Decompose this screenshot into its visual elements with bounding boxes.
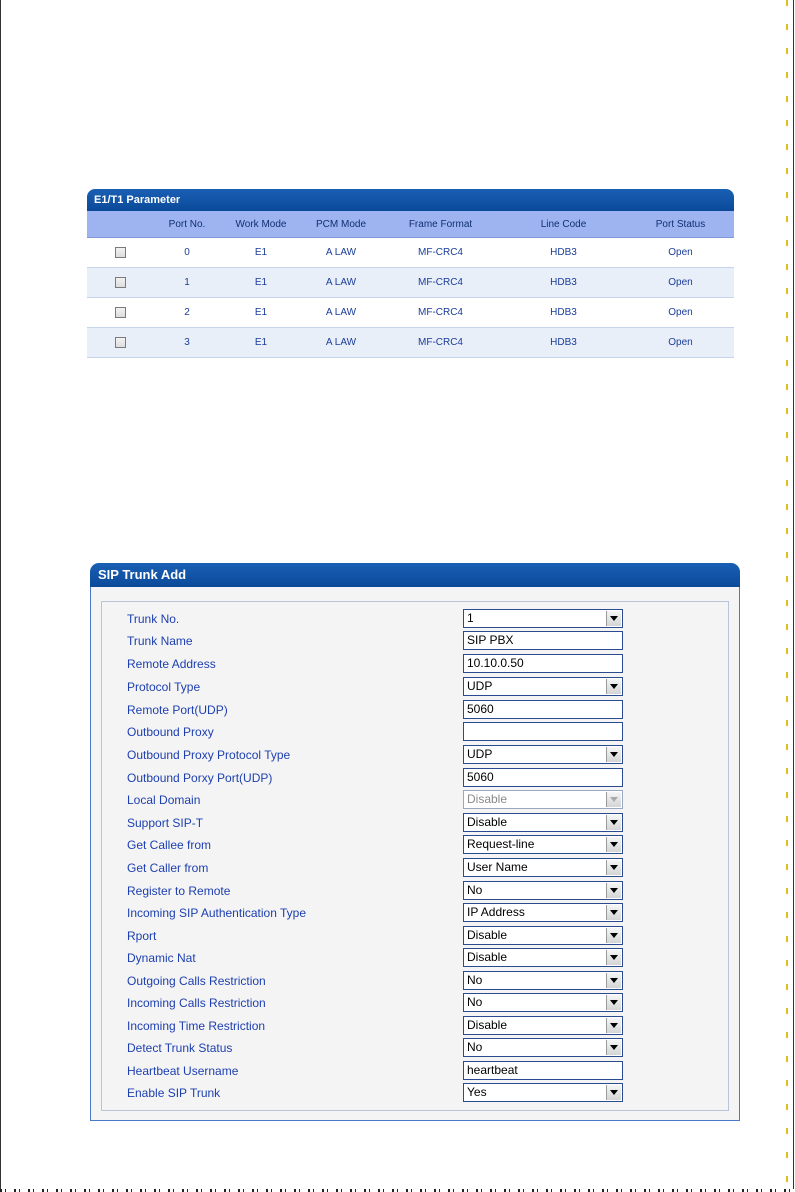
page-edge-marks xyxy=(786,0,788,1192)
incoming-time-restriction-label: Incoming Time Restriction xyxy=(127,1019,266,1033)
e1t1-parameter-panel xyxy=(87,189,734,349)
remote-address-input[interactable] xyxy=(463,654,623,673)
col-header-select xyxy=(87,211,153,238)
outbound-proxy-input[interactable] xyxy=(463,722,623,741)
incoming-calls-restriction-value: No xyxy=(467,995,483,1009)
chevron-down-icon[interactable] xyxy=(606,973,621,988)
frame-format-cell: MF-CRC4 xyxy=(381,328,500,358)
local-domain-label: Local Domain xyxy=(127,793,201,807)
trunk-no-label: Trunk No. xyxy=(127,612,180,626)
trunk-name-value: SIP PBX xyxy=(467,633,514,647)
incoming-sip-authentication-type-label: Incoming SIP Authentication Type xyxy=(127,906,307,920)
outgoing-calls-restriction-select[interactable] xyxy=(463,971,623,990)
outbound-porxy-port-udp-label: Outbound Porxy Port(UDP) xyxy=(127,771,273,785)
e1t1-panel-title: E1/T1 Parameter xyxy=(87,189,734,211)
outbound-proxy-protocol-type-label: Outbound Proxy Protocol Type xyxy=(127,748,291,762)
col-header-port-status: Port Status xyxy=(627,211,734,238)
form-row-outbound-porxy-port-udp xyxy=(102,768,728,788)
trunk-name-input[interactable] xyxy=(463,631,623,650)
protocol-type-value: UDP xyxy=(467,679,493,693)
table-row xyxy=(87,268,734,298)
form-row-get-caller-from xyxy=(102,858,728,878)
incoming-calls-restriction-select[interactable] xyxy=(463,993,623,1012)
chevron-down-icon[interactable] xyxy=(606,995,621,1010)
form-row-remote-port-udp xyxy=(102,700,728,720)
form-row-remote-address xyxy=(102,654,728,674)
table-row xyxy=(87,328,734,358)
enable-sip-trunk-value: Yes xyxy=(467,1085,487,1099)
port-status-cell: Open xyxy=(627,268,734,298)
chevron-down-icon[interactable] xyxy=(606,905,621,920)
chevron-down-icon[interactable] xyxy=(606,1085,621,1100)
support-sip-t-label: Support SIP-T xyxy=(127,816,204,830)
form-row-trunk-name xyxy=(102,631,728,651)
detect-trunk-status-select[interactable] xyxy=(463,1038,623,1057)
work-mode-cell: E1 xyxy=(221,268,301,298)
sip-trunk-add-panel xyxy=(90,563,740,1121)
port-no-cell: 3 xyxy=(153,328,221,358)
outbound-proxy-protocol-type-select[interactable] xyxy=(463,745,623,764)
outbound-porxy-port-udp-value: 5060 xyxy=(467,770,494,784)
incoming-calls-restriction-label: Incoming Calls Restriction xyxy=(127,996,266,1010)
chevron-down-icon[interactable] xyxy=(606,837,621,852)
support-sip-t-select[interactable] xyxy=(463,813,623,832)
chevron-down-icon xyxy=(606,792,621,807)
col-header-pcm-mode: PCM Mode xyxy=(301,211,381,238)
form-row-local-domain xyxy=(102,790,728,810)
remote-address-label: Remote Address xyxy=(127,657,216,671)
line-code-cell: HDB3 xyxy=(500,268,627,298)
form-row-register-to-remote xyxy=(102,881,728,901)
chevron-down-icon[interactable] xyxy=(606,883,621,898)
table-header-row xyxy=(87,211,734,238)
port-status-cell: Open xyxy=(627,238,734,268)
form-row-get-callee-from xyxy=(102,835,728,855)
outbound-porxy-port-udp-input[interactable] xyxy=(463,768,623,787)
support-sip-t-value: Disable xyxy=(467,815,508,829)
port-select-checkbox[interactable] xyxy=(115,337,126,348)
remote-port-udp-label: Remote Port(UDP) xyxy=(127,703,228,717)
protocol-type-label: Protocol Type xyxy=(127,680,201,694)
trunk-no-value: 1 xyxy=(467,611,474,625)
form-row-trunk-no xyxy=(102,609,728,629)
pcm-mode-cell: A LAW xyxy=(301,238,381,268)
e1t1-port-table xyxy=(87,211,734,358)
remote-port-udp-input[interactable] xyxy=(463,700,623,719)
get-caller-from-select[interactable] xyxy=(463,858,623,877)
select-cell xyxy=(87,268,153,298)
line-code-cell: HDB3 xyxy=(500,328,627,358)
local-domain-value: Disable xyxy=(467,792,508,806)
port-status-cell: Open xyxy=(627,328,734,358)
work-mode-cell: E1 xyxy=(221,328,301,358)
page-border-left xyxy=(0,0,1,1192)
form-row-support-sip-t xyxy=(102,813,728,833)
register-to-remote-value: No xyxy=(467,883,483,897)
get-caller-from-label: Get Caller from xyxy=(127,861,209,875)
select-cell xyxy=(87,238,153,268)
select-cell xyxy=(87,298,153,328)
dynamic-nat-select[interactable] xyxy=(463,948,623,967)
port-select-checkbox[interactable] xyxy=(115,247,126,258)
form-row-detect-trunk-status xyxy=(102,1038,728,1058)
port-no-cell: 1 xyxy=(153,268,221,298)
pcm-mode-cell: A LAW xyxy=(301,268,381,298)
port-select-checkbox[interactable] xyxy=(115,307,126,318)
rport-label: Rport xyxy=(127,929,157,943)
outgoing-calls-restriction-value: No xyxy=(467,973,483,987)
chevron-down-icon[interactable] xyxy=(606,1018,621,1033)
form-row-incoming-sip-authentication-type xyxy=(102,903,728,923)
port-select-checkbox[interactable] xyxy=(115,277,126,288)
line-code-cell: HDB3 xyxy=(500,238,627,268)
col-header-frame-format: Frame Format xyxy=(381,211,500,238)
get-callee-from-select[interactable] xyxy=(463,835,623,854)
form-row-dynamic-nat xyxy=(102,948,728,968)
port-no-cell: 2 xyxy=(153,298,221,328)
work-mode-cell: E1 xyxy=(221,238,301,268)
enable-sip-trunk-label: Enable SIP Trunk xyxy=(127,1086,221,1100)
frame-format-cell: MF-CRC4 xyxy=(381,238,500,268)
form-row-enable-sip-trunk xyxy=(102,1083,728,1103)
sip-trunk-form xyxy=(101,601,729,1111)
dynamic-nat-label: Dynamic Nat xyxy=(127,951,196,965)
detect-trunk-status-value: No xyxy=(467,1040,483,1054)
page-border-right xyxy=(793,0,794,1192)
trunk-no-select[interactable] xyxy=(463,609,623,628)
sip-panel-title: SIP Trunk Add xyxy=(90,563,740,587)
table-row xyxy=(87,298,734,328)
chevron-down-icon[interactable] xyxy=(606,747,621,762)
form-row-rport xyxy=(102,926,728,946)
chevron-down-icon[interactable] xyxy=(606,1040,621,1055)
pcm-mode-cell: A LAW xyxy=(301,298,381,328)
form-row-incoming-calls-restriction xyxy=(102,993,728,1013)
form-row-protocol-type xyxy=(102,677,728,697)
incoming-time-restriction-value: Disable xyxy=(467,1018,508,1032)
chevron-down-icon[interactable] xyxy=(606,815,621,830)
frame-format-cell: MF-CRC4 xyxy=(381,268,500,298)
remote-address-value: 10.10.0.50 xyxy=(467,656,524,670)
form-row-heartbeat-username xyxy=(102,1061,728,1081)
pcm-mode-cell: A LAW xyxy=(301,328,381,358)
col-header-port-no: Port No. xyxy=(153,211,221,238)
rport-value: Disable xyxy=(467,928,508,942)
heartbeat-username-value: heartbeat xyxy=(467,1063,518,1077)
chevron-down-icon[interactable] xyxy=(606,611,621,626)
chevron-down-icon[interactable] xyxy=(606,928,621,943)
chevron-down-icon[interactable] xyxy=(606,860,621,875)
get-caller-from-value: User Name xyxy=(467,860,528,874)
form-row-incoming-time-restriction xyxy=(102,1016,728,1036)
incoming-sip-authentication-type-value: IP Address xyxy=(467,905,525,919)
incoming-sip-authentication-type-select[interactable] xyxy=(463,903,623,922)
outgoing-calls-restriction-label: Outgoing Calls Restriction xyxy=(127,974,266,988)
chevron-down-icon[interactable] xyxy=(606,679,621,694)
local-domain-select xyxy=(463,790,623,809)
table-row xyxy=(87,238,734,268)
frame-format-cell: MF-CRC4 xyxy=(381,298,500,328)
col-header-work-mode: Work Mode xyxy=(221,211,301,238)
remote-port-udp-value: 5060 xyxy=(467,702,494,716)
outbound-proxy-protocol-type-value: UDP xyxy=(467,747,493,761)
col-header-line-code: Line Code xyxy=(500,211,627,238)
incoming-time-restriction-select[interactable] xyxy=(463,1016,623,1035)
enable-sip-trunk-select[interactable] xyxy=(463,1083,623,1102)
dynamic-nat-value: Disable xyxy=(467,950,508,964)
port-no-cell: 0 xyxy=(153,238,221,268)
heartbeat-username-input[interactable] xyxy=(463,1061,623,1080)
work-mode-cell: E1 xyxy=(221,298,301,328)
protocol-type-select[interactable] xyxy=(463,677,623,696)
register-to-remote-select[interactable] xyxy=(463,881,623,900)
rport-select[interactable] xyxy=(463,926,623,945)
port-status-cell: Open xyxy=(627,298,734,328)
form-row-outbound-proxy xyxy=(102,722,728,742)
form-row-outbound-proxy-protocol-type xyxy=(102,745,728,765)
trunk-name-label: Trunk Name xyxy=(127,634,193,648)
get-callee-from-label: Get Callee from xyxy=(127,838,212,852)
outbound-proxy-label: Outbound Proxy xyxy=(127,725,214,739)
heartbeat-username-label: Heartbeat Username xyxy=(127,1064,239,1078)
select-cell xyxy=(87,328,153,358)
chevron-down-icon[interactable] xyxy=(606,950,621,965)
get-callee-from-value: Request-line xyxy=(467,837,535,851)
register-to-remote-label: Register to Remote xyxy=(127,884,231,898)
detect-trunk-status-label: Detect Trunk Status xyxy=(127,1041,233,1055)
form-row-outgoing-calls-restriction xyxy=(102,971,728,991)
line-code-cell: HDB3 xyxy=(500,298,627,328)
